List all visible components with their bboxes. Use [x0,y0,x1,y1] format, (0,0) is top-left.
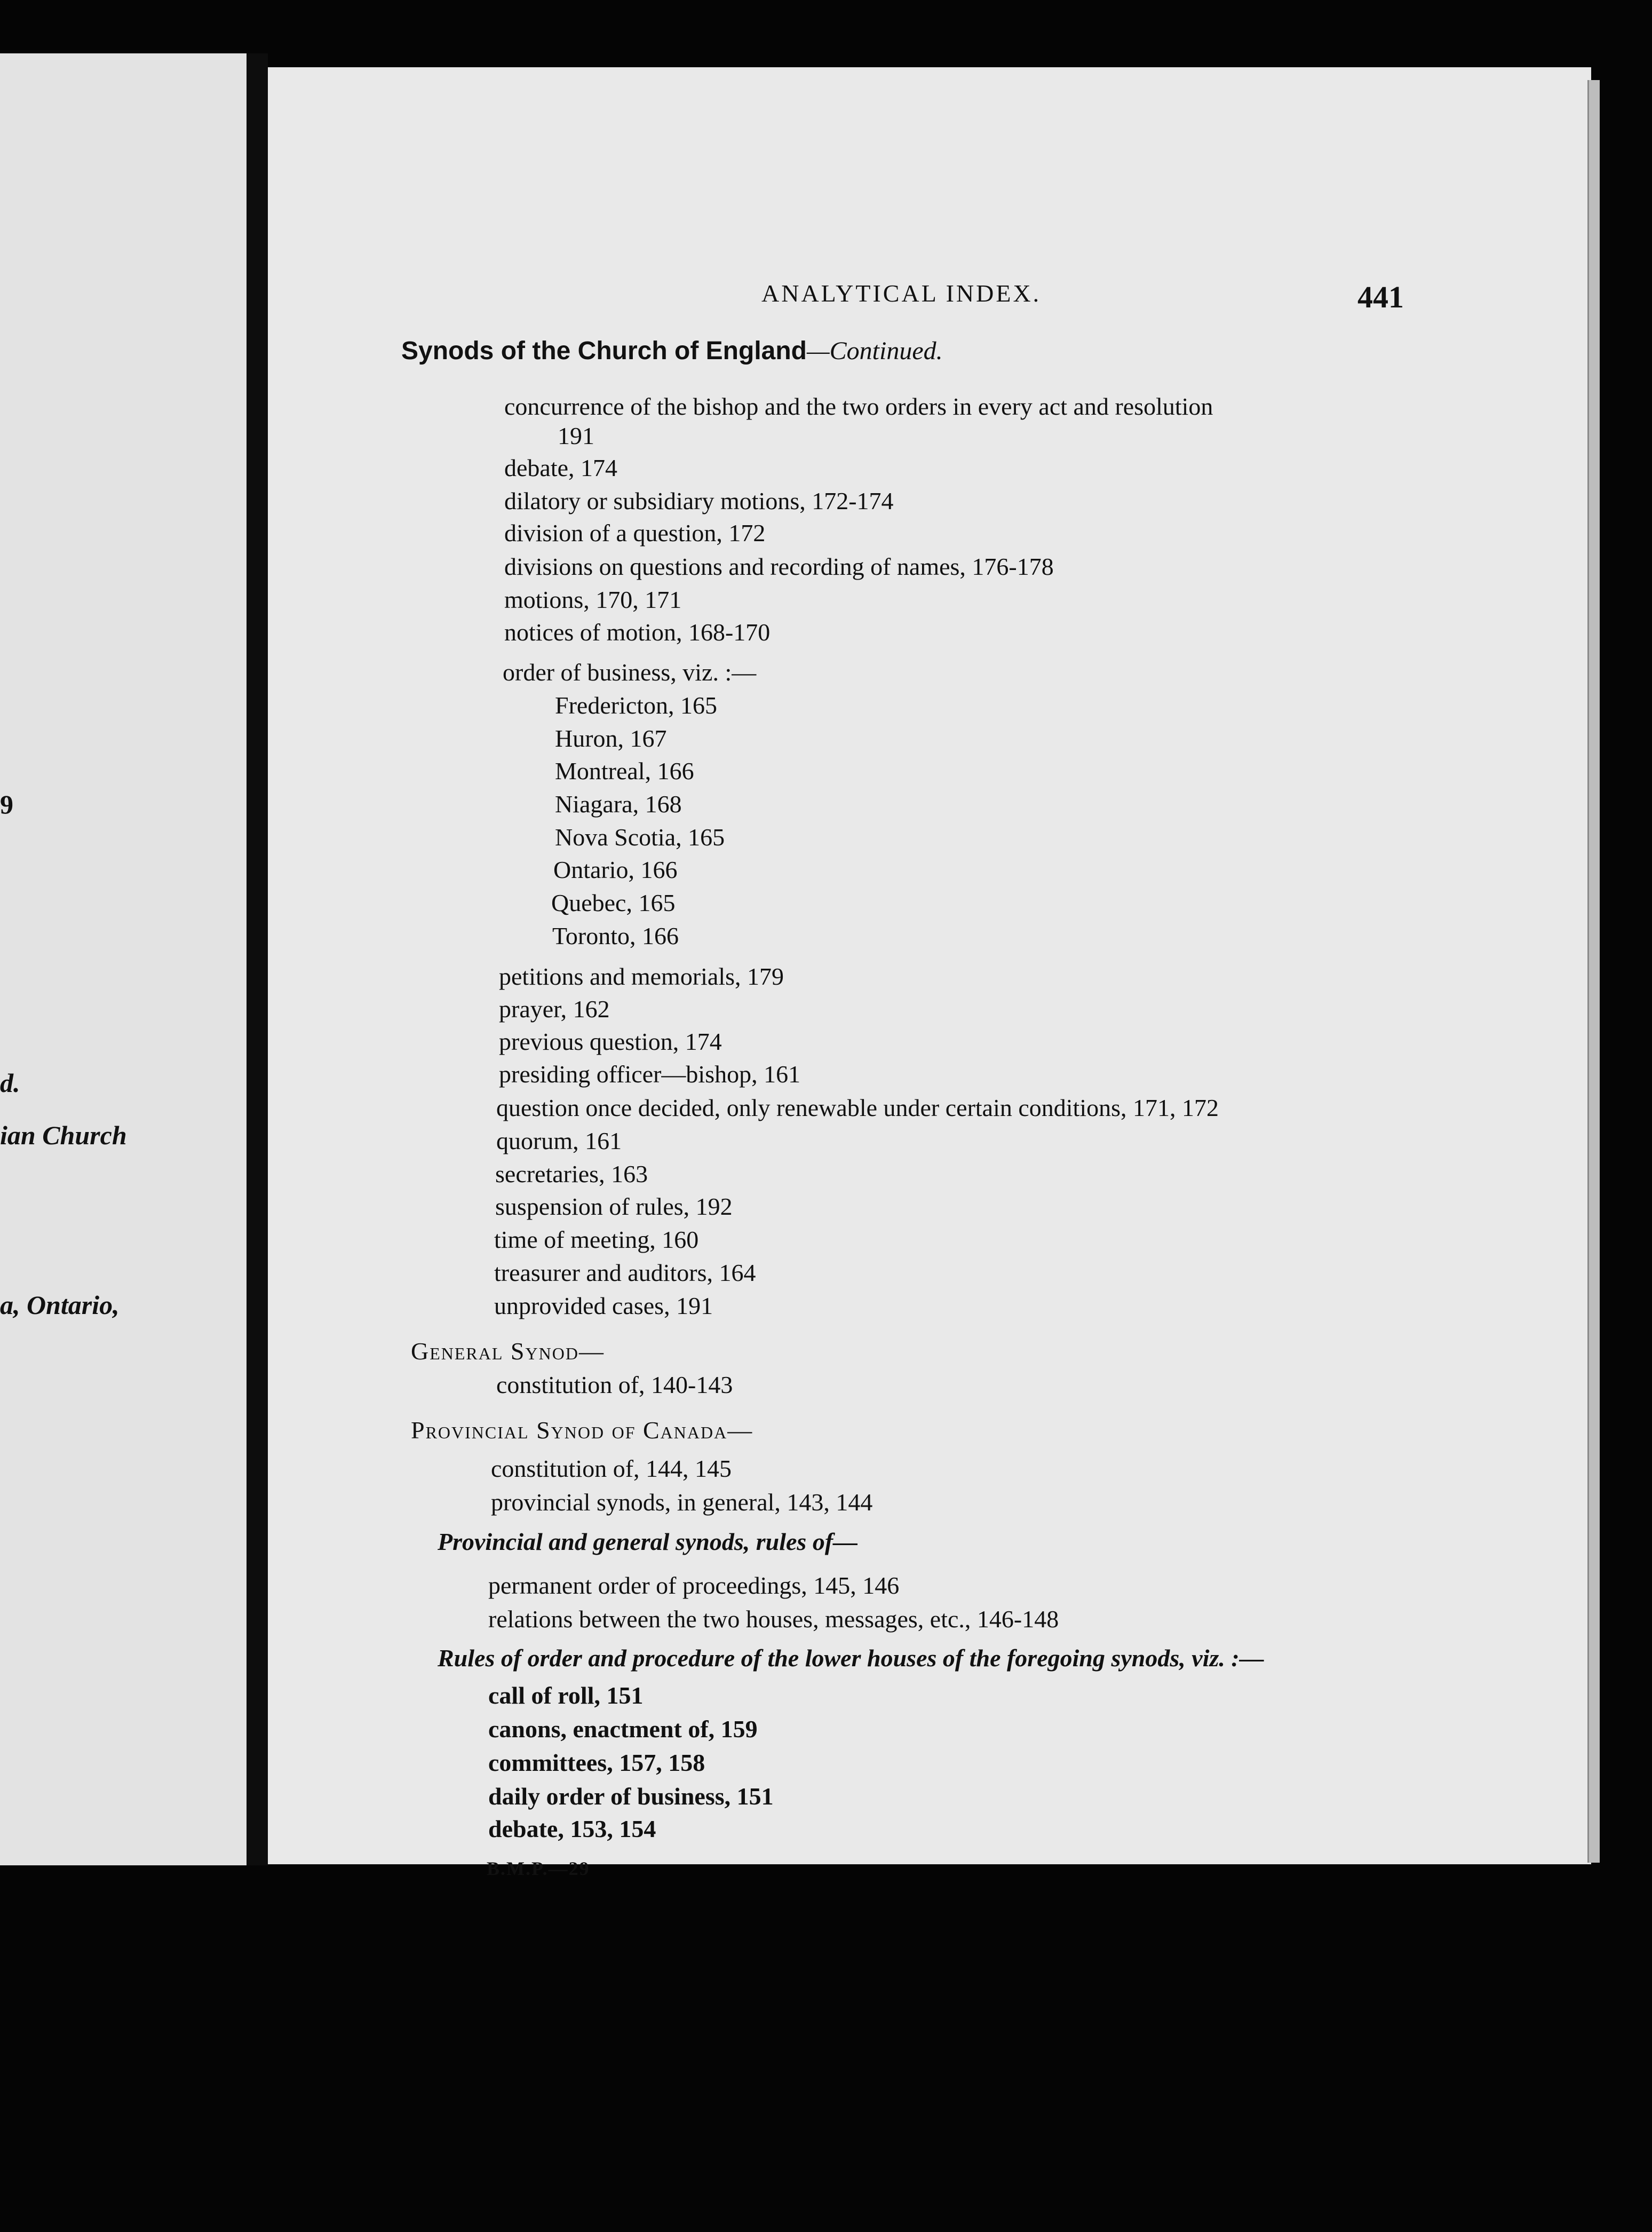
index-entry: divisions on questions and recording of names, 176-178 [504,553,1054,580]
book-gutter [247,53,268,1865]
index-entry: provincial synods, in general, 143, 144 [491,1489,873,1516]
left-page [0,53,247,1865]
left-fragment-9: 9 [0,789,13,819]
index-subentry: Nova Scotia, 165 [555,824,725,851]
index-entry: petitions and memorials, 179 [499,963,784,990]
index-entry: committees, 157, 158 [488,1749,705,1776]
index-subentry: Toronto, 166 [552,922,679,949]
index-entry: constitution of, 144, 145 [491,1455,732,1482]
left-fragment-ian-church: ian Church [0,1120,127,1150]
index-entry: call of roll, 151 [488,1682,644,1709]
index-entry: presiding officer—bishop, 161 [499,1060,801,1088]
index-entry: relations between the two houses, messages, etc., 146-148 [488,1605,1059,1633]
page-number: 441 [1357,280,1404,314]
left-fragment-ontario: a, Ontario, [0,1290,120,1320]
index-subentry: Huron, 167 [555,725,667,752]
index-entry: treasurer and auditors, 164 [494,1259,756,1286]
running-head: ANALYTICAL INDEX. [761,280,1042,307]
index-entry: constitution of, 140-143 [496,1371,733,1398]
index-heading-provincial-synod: Provincial Synod of Canada— [411,1416,753,1444]
index-entry: concurrence of the bishop and the two orders in every act and resolution [504,393,1213,420]
index-heading-provincial-general: Provincial and general synods, rules of— [438,1528,858,1555]
index-entry: suspension of rules, 192 [495,1193,733,1220]
index-entry: permanent order of proceedings, 145, 146 [488,1572,900,1599]
section-head [401,336,943,366]
page-edge [1587,80,1600,1863]
index-heading-general-synod: General Synod— [411,1337,605,1365]
index-entry: prayer, 162 [499,995,610,1023]
index-entry: debate, 153, 154 [488,1815,656,1842]
index-entry: division of a question, 172 [504,519,766,547]
index-entry: motions, 170, 171 [504,586,682,613]
index-entry: question once decided, only renewable under certain conditions, 171, 172 [496,1094,1219,1121]
index-subentry: Montreal, 166 [555,757,694,785]
section-head-title: Synods of the Church of England [401,337,807,365]
index-entry: unprovided cases, 191 [494,1292,713,1319]
index-entry: daily order of business, 151 [488,1783,774,1810]
index-entry: 191 [558,422,594,449]
index-entry: time of meeting, 160 [494,1226,699,1253]
index-entry: notices of motion, 168-170 [504,619,771,646]
index-subentry: Niagara, 168 [555,790,682,818]
index-entry: dilatory or subsidiary motions, 172-174 [504,487,894,515]
index-subentry: Fredericton, 165 [555,692,718,719]
index-heading-rules-lower-houses: Rules of order and procedure of the lower houses of the foregoing synods, viz. :— [438,1644,1264,1672]
section-head-continued: —Continued. [806,337,943,365]
signature-mark: B.M.P.—29 [487,1858,590,1879]
index-entry: quorum, 161 [496,1127,622,1154]
index-entry: secretaries, 163 [495,1160,648,1188]
index-entry: canons, enactment of, 159 [488,1715,758,1743]
index-entry: previous question, 174 [499,1028,722,1055]
left-fragment-d: d. [0,1068,20,1098]
index-subentry: Ontario, 166 [553,856,678,883]
index-entry: order of business, viz. :— [503,659,757,686]
index-subentry: Quebec, 165 [551,889,676,916]
index-entry: debate, 174 [504,454,618,481]
